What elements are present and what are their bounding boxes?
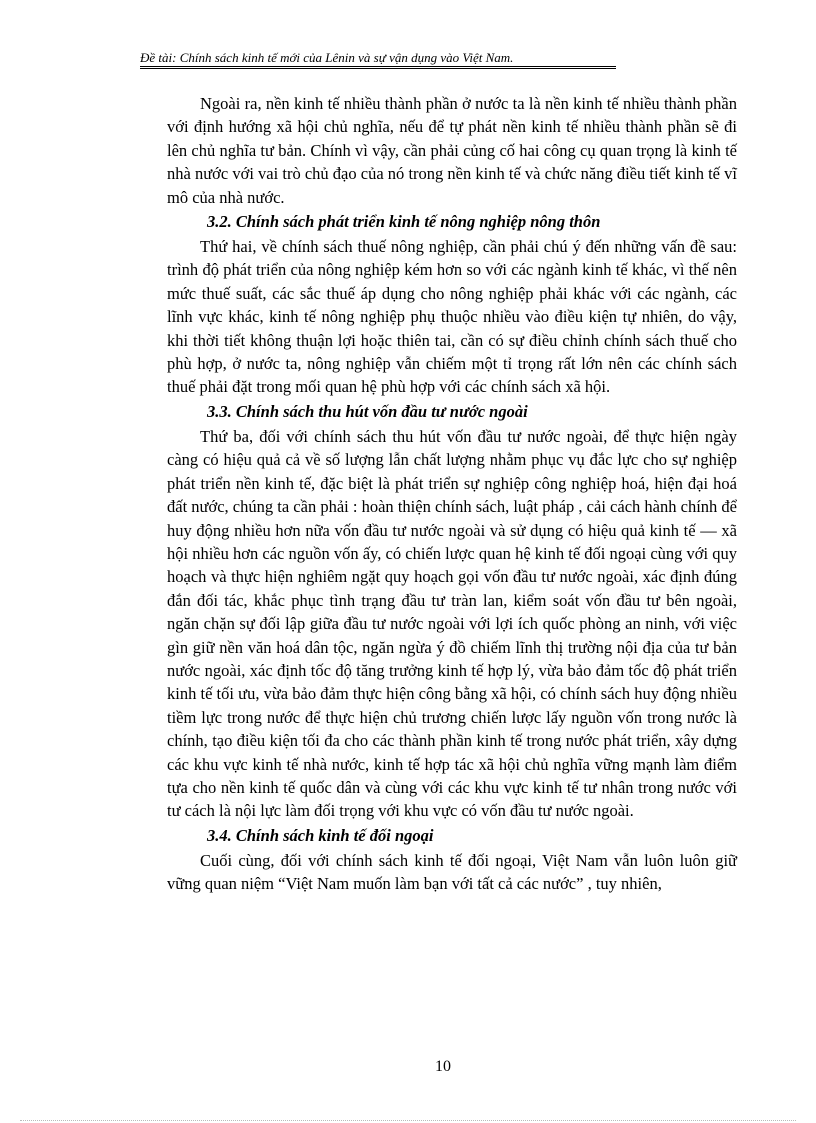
document-body <box>167 92 737 896</box>
page-bottom-border <box>20 1120 796 1121</box>
section-heading-3-4: 3.4. Chính sách kinh tế đối ngoại <box>207 825 434 845</box>
paragraph-2: Thứ hai, về chính sách thuế nông nghiệp, cần phải chú ý đến những vấn đề sau: trình độ phát triển của nông nghiệp kém hơn so với các ngành kinh tế khác, vì thế nên mức thuế suất, các sắc thuế áp dụng cho nông nghiệp phải khác với các ngành, các lĩnh vực khác, kinh tế nông nghiệp phụ thuộc nhiều vào điều kiện tự nhiên, do vậy, khi thời tiết không thuận lợi hoặc thiên tai, cần có sự điều chỉnh chính sách thuế cho phù hợp, ở nước ta, nông nghiệp vẫn chiếm một tỉ trọng rất lớn nên các chính sách thuế phải đặt trong mối quan hệ phù hợp với các chính sách xã hội. <box>167 237 737 397</box>
paragraph-1: Ngoài ra, nền kinh tế nhiều thành phần ở nước ta là nền kinh tế nhiều thành phần với định hướng xã hội chủ nghĩa, nếu để tự phát nền kinh tế nhiều thành phần sẽ đi lên chủ nghĩa tư bản. Chính vì vậy, cần phải củng cố hai công cụ quan trọng là kinh tế nhà nước với vai trò chủ đạo của nó trong nền kinh tế và chức năng điều tiết kinh tế vĩ mô của nhà nước. <box>167 94 737 207</box>
section-heading-3-3: 3.3. Chính sách thu hút vốn đầu tư nước ngoài <box>207 401 528 421</box>
page-number: 10 <box>435 1058 451 1075</box>
paragraph-3: Thứ ba, đối với chính sách thu hút vốn đầu tư nước ngoài, để thực hiện ngày càng có hiệu quả cả về số lượng lẫn chất lượng nhằm phục vụ đắc lực cho sự nghiệp phát triển nền kinh tế, đặc biệt là phát triển sự nghiệp công nghiệp hoá, hiện đại hoá đất nước, chúng ta cần phải : hoàn thiện chính sách, luật pháp , cải cách hành chính để huy động nhiều hơn nữa vốn đầu tư nước ngoài và sử dụng có hiệu quả kinh tế — xã hội nhiều hơn các nguồn vốn ấy, có chiến lược quan hệ kinh tế đối ngoại cùng với quy hoạch và thực hiện nghiêm ngặt quy hoạch gọi vốn đầu tư nước ngoài, xác định đúng đắn đối tác, khắc phục tình trạng đầu tư tràn lan, kiểm soát vốn đầu tư bên ngoài, ngăn chặn sự đối lập giữa đầu tư nước ngoài với lợi ích quốc phòng an ninh, với việc gìn giữ nền văn hoá dân tộc, ngăn ngừa ý đồ chiếm lĩnh thị trường nội địa của tư bản nước ngoài, xác định tốc độ tăng trưởng kinh tế hợp lý, vừa bảo đảm tốc độ phát triển kinh tế tối ưu, vừa bảo đảm thực hiện công bằng xã hội, có chính sách huy động nhiều tiềm lực trong nước để thực hiện chủ trương chiến lược lấy nguồn vốn trong nước là chính, tạo điều kiện tối đa cho các thành phần kinh tế trong nước phát triển, xây dựng các khu vực kinh tế nhà nước, kinh tế hợp tác xã hội chủ nghĩa vững mạnh làm điểm tựa cho nền kinh tế quốc dân và cùng với các khu vực kinh tế tư nhân trong nước với tư cách là nội lực làm đối trọng với khu vực có vốn đầu tư nước ngoài. <box>167 426 737 821</box>
running-header: Đề tài: Chính sách kinh tế mới của Lênin và sự vận dụng vào Việt Nam. <box>140 50 514 65</box>
header-divider <box>140 66 616 69</box>
paragraph-4: Cuối cùng, đối với chính sách kinh tế đối ngoại, Việt Nam vẫn luôn luôn giữ vững quan niệm “Việt Nam muốn làm bạn với tất cả các nước” , tuy nhiên, <box>167 850 737 894</box>
section-heading-3-2: 3.2. Chính sách phát triển kinh tế nông nghiệp nông thôn <box>207 212 601 232</box>
